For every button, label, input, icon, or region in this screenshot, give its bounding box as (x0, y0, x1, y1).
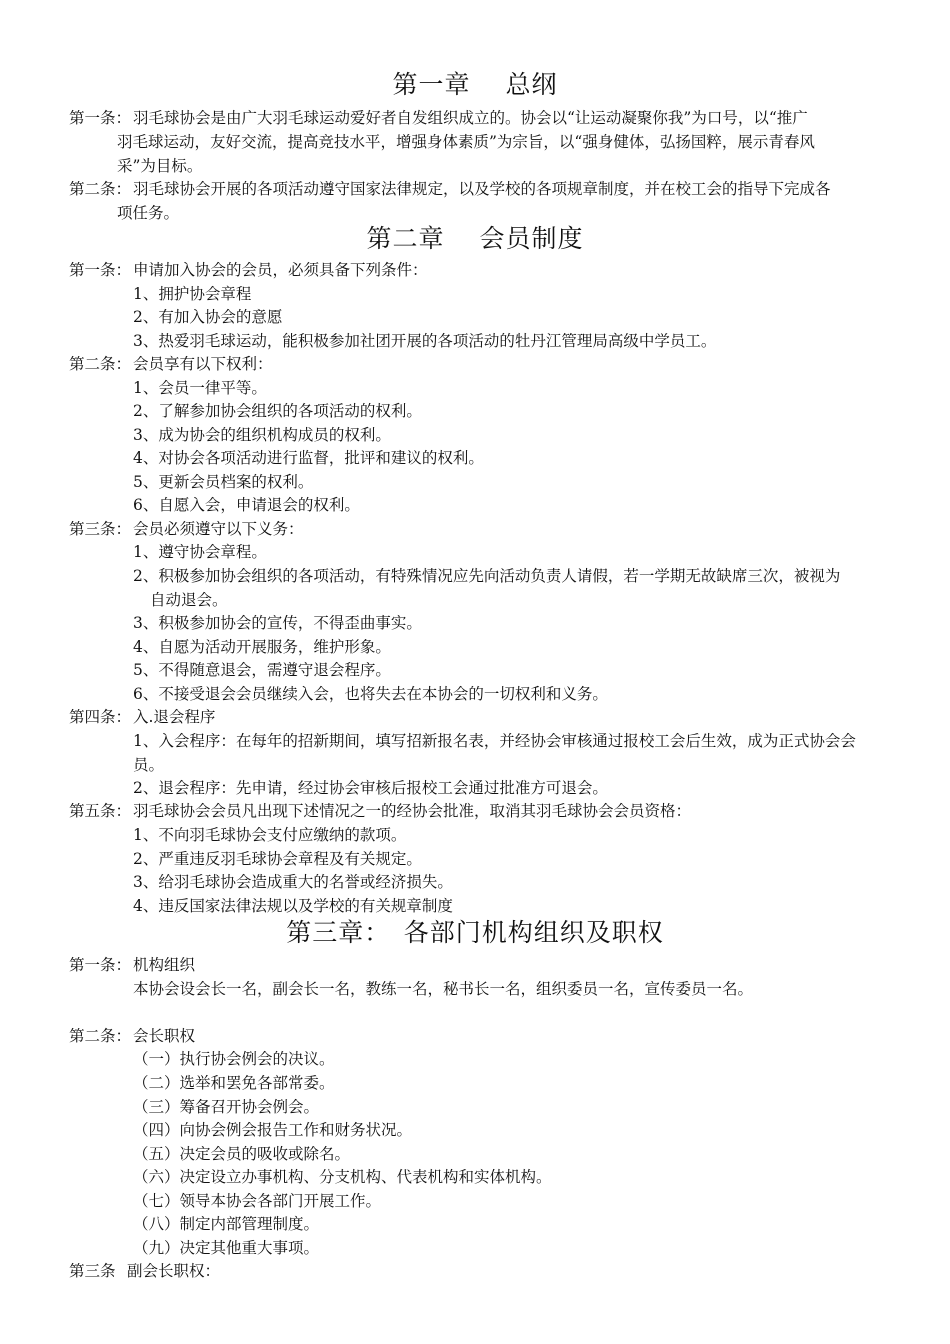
article-lead: 入.退会程序 (133, 708, 216, 726)
list-item: （八）制定内部管理制度。 (133, 1215, 320, 1233)
article-label: 第二条： (69, 1027, 132, 1045)
list-item: 1、拥护协会章程 (133, 285, 252, 303)
list-item: 员。 (133, 756, 165, 774)
article-lead: 会长职权 (133, 1027, 196, 1045)
list-item: 6、自愿入会，申请退会的权利。 (133, 496, 360, 514)
list-item: 5、更新会员档案的权利。 (133, 473, 314, 491)
list-item: 3、热爱羽毛球运动，能积极参加社团开展的各项活动的牡丹江管理局高级中学员工。 (133, 332, 717, 350)
list-item: 3、成为协会的组织机构成员的权利。 (133, 426, 391, 444)
article-label: 第一条： (69, 261, 132, 279)
article-lead: 申请加入协会的会员，必须具备下列条件： (133, 261, 428, 279)
list-item: 本协会设会长一名，副会长一名，教练一名，秘书长一名，组织委员一名，宣传委员一名。 (133, 980, 754, 998)
list-item: 3、积极参加协会的宣传，不得歪曲事实。 (133, 614, 422, 632)
article-label: 第一条： (69, 109, 132, 127)
article-lead: 会员享有以下权利： (133, 355, 273, 373)
article-text: 羽毛球协会开展的各项活动遵守国家法律规定，以及学校的各项规章制度，并在校工会的指导下完成各 (133, 180, 831, 198)
list-item: 2、严重违反羽毛球协会章程及有关规定。 (133, 850, 422, 868)
article-lead: 会员必须遵守以下义务： (133, 520, 304, 538)
chapter-title: 第二章 会员制度 (366, 224, 584, 253)
article-label: 第四条： (69, 708, 132, 726)
list-item: （六）决定设立办事机构、分支机构、代表机构和实体机构。 (133, 1168, 552, 1186)
article-text: 羽毛球协会是由广大羽毛球运动爱好者自发组织成立的。协会以“让运动凝聚你我”为口号，以“推广 (133, 109, 808, 127)
list-item: （一）执行协会例会的决议。 (133, 1050, 335, 1068)
list-item: 2、有加入协会的意愿 (133, 308, 283, 326)
article-lead: 机构组织 (133, 956, 196, 974)
article-label: 第三条 (69, 1262, 116, 1280)
list-item: 6、不接受退会会员继续入会，也将失去在本协会的一切权利和义务。 (133, 685, 608, 703)
article-label: 第五条： (69, 802, 132, 820)
list-item: （四）向协会例会报告工作和财务状况。 (133, 1121, 413, 1139)
list-item: （五）决定会员的吸收或除名。 (133, 1145, 351, 1163)
list-item: 3、给羽毛球协会造成重大的名誉或经济损失。 (133, 873, 453, 891)
list-item: 4、对协会各项活动进行监督，批评和建议的权利。 (133, 449, 484, 467)
list-item: （二）选举和罢免各部常委。 (133, 1074, 335, 1092)
list-item: （七）领导本协会各部门开展工作。 (133, 1192, 382, 1210)
article-label: 第二条： (69, 355, 132, 373)
list-item: 1、会员一律平等。 (133, 379, 267, 397)
chapter-title: 第三章： 各部门机构组织及职权 (286, 918, 664, 947)
list-item: 5、不得随意退会，需遵守退会程序。 (133, 661, 391, 679)
list-item: 1、入会程序：在每年的招新期间，填写招新报名表，并经协会审核通过报校工会后生效，成为正式协会会 (133, 732, 856, 750)
article-label: 第三条： (69, 520, 132, 538)
chapter-title: 第一章 总纲 (392, 70, 558, 99)
list-item: （三）筹备召开协会例会。 (133, 1098, 320, 1116)
article-label: 第二条： (69, 180, 132, 198)
article-lead: 副会长职权： (127, 1262, 221, 1280)
article-text: 项任务。 (117, 204, 180, 222)
list-item: 自动退会。 (150, 591, 228, 609)
list-item: （九）决定其他重大事项。 (133, 1239, 320, 1257)
article-text: 采”为目标。 (117, 157, 203, 175)
list-item: 4、自愿为活动开展服务，维护形象。 (133, 638, 391, 656)
list-item: 1、遵守协会章程。 (133, 543, 267, 561)
article-lead: 羽毛球协会会员凡出现下述情况之一的经协会批准，取消其羽毛球协会会员资格： (133, 802, 692, 820)
list-item: 4、违反国家法律法规以及学校的有关规章制度 (133, 897, 453, 915)
list-item: 2、了解参加协会组织的各项活动的权利。 (133, 402, 422, 420)
list-item: 2、退会程序：先申请，经过协会审核后报校工会通过批准方可退会。 (133, 779, 608, 797)
list-item: 1、不向羽毛球协会支付应缴纳的款项。 (133, 826, 407, 844)
article-text: 羽毛球运动，友好交流，提高竞技水平，增强身体素质”为宗旨，以“强身健体，弘扬国粹，展示青春风 (117, 133, 815, 151)
list-item: 2、积极参加协会组织的各项活动，有特殊情况应先向活动负责人请假，若一学期无故缺席三次，被视为 (133, 567, 841, 585)
article-label: 第一条： (69, 956, 132, 974)
